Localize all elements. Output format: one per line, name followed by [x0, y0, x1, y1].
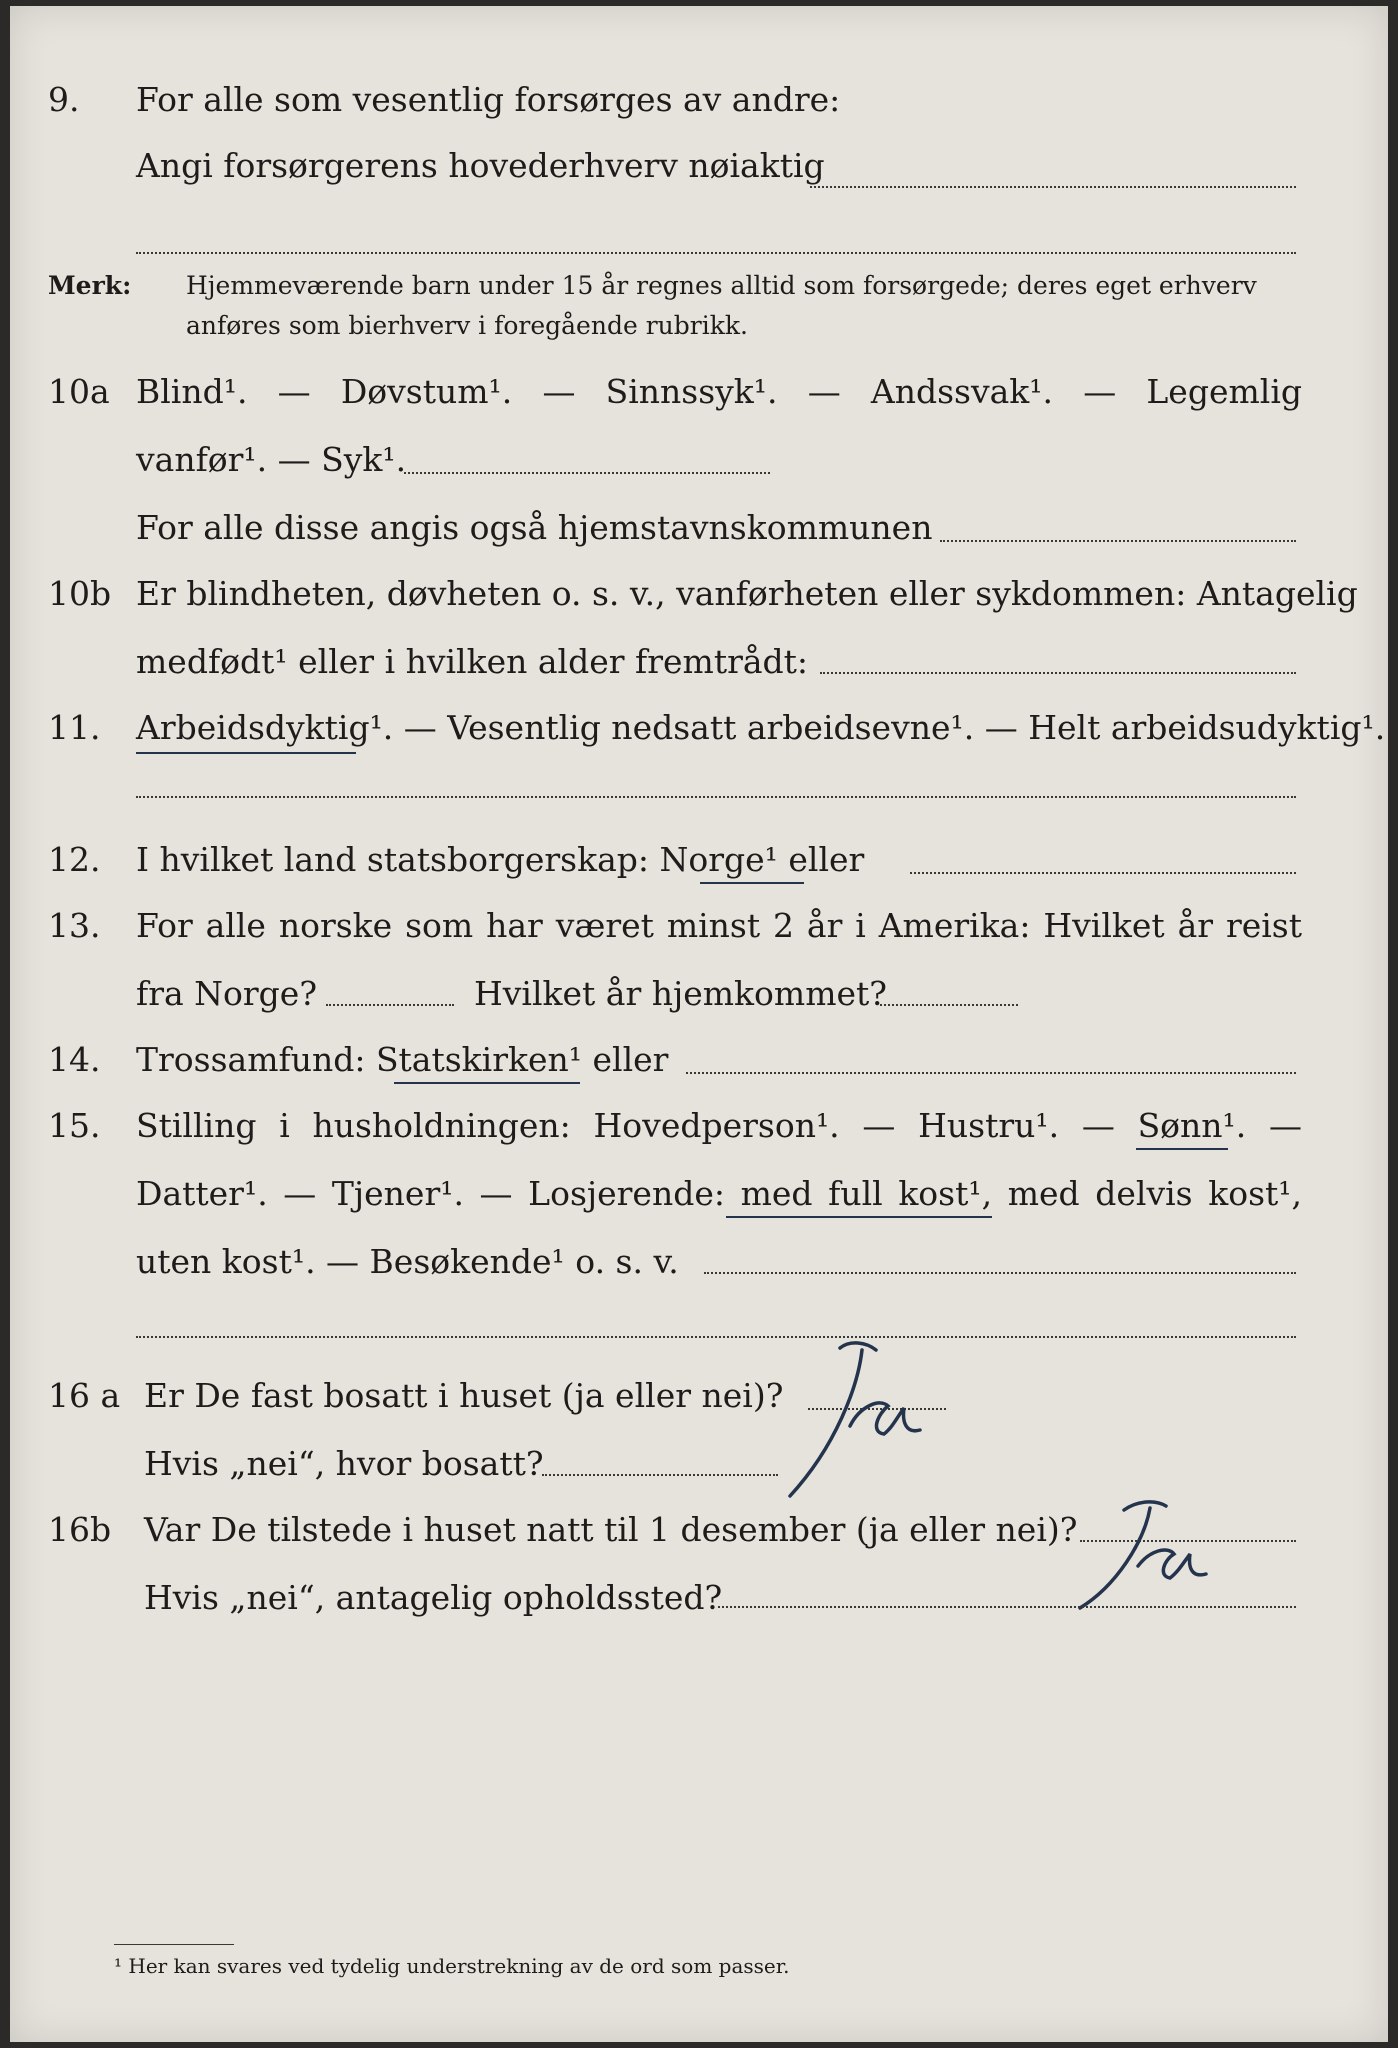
question-text: Trossamfund: Statskirken¹ eller	[136, 1040, 669, 1079]
note-text: Hjemmeværende barn under 15 år regnes alltid som forsørgede; deres eget erhverv	[186, 271, 1257, 300]
note-label: Merk:	[48, 271, 132, 300]
question-number: 10b	[48, 574, 112, 613]
question-text: vanfør¹. — Syk¹.	[136, 440, 407, 479]
question-number: 10a	[48, 372, 110, 411]
question-text: Hvis „nei“, antagelig opholdssted?	[144, 1578, 723, 1617]
handwritten-answer-ja-16a	[780, 1336, 940, 1506]
answer-line[interactable]	[404, 472, 770, 474]
pen-underline-full-kost	[726, 1216, 992, 1218]
footnote: ¹ Her kan svares ved tydelig understrekning av de ord som passer.	[114, 1954, 790, 1978]
question-number: 15.	[48, 1106, 101, 1145]
question-text: Er blindheten, døvheten o. s. v., vanførheten eller sykdommen: Antagelig	[136, 574, 1358, 613]
question-text: Hvis „nei“, hvor bosatt?	[144, 1444, 544, 1483]
question-number: 16b	[48, 1510, 112, 1549]
question-text: medfødt¹ eller i hvilken alder fremtrådt:	[136, 642, 809, 681]
answer-line-year-returned[interactable]	[880, 1004, 1018, 1006]
footnote-rule	[114, 1944, 234, 1945]
pen-underline-arbeidsdyktig	[136, 752, 356, 754]
answer-line-year-left[interactable]	[326, 1004, 454, 1006]
answer-line[interactable]	[542, 1474, 778, 1476]
question-text: Var De tilstede i huset natt til 1 desember (ja eller nei)?	[144, 1510, 1078, 1549]
answer-line[interactable]	[136, 252, 1296, 254]
answer-line[interactable]	[718, 1606, 1296, 1608]
question-text: For alle som vesentlig forsørges av andre:	[136, 80, 841, 119]
question-number: 11.	[48, 708, 101, 747]
answer-line[interactable]	[686, 1072, 1296, 1074]
question-number: 13.	[48, 906, 101, 945]
question-text: Blind¹. — Døvstum¹. — Sinnssyk¹. — Andssvak¹. — Legemlig	[136, 372, 1302, 411]
pen-underline-statskirken	[394, 1082, 580, 1084]
answer-line[interactable]	[136, 796, 1296, 798]
answer-line[interactable]	[704, 1272, 1296, 1274]
question-text: Datter¹. — Tjener¹. — Losjerende: med full kost¹, med delvis kost¹,	[136, 1174, 1302, 1213]
question-text: fra Norge?	[136, 974, 318, 1013]
question-number: 16 a	[48, 1376, 121, 1415]
census-form-page	[10, 6, 1388, 2042]
question-text: Arbeidsdyktig¹. — Vesentlig nedsatt arbeidsevne¹. — Helt arbeidsudyktig¹.	[136, 708, 1386, 747]
question-text: Stilling i husholdningen: Hovedperson¹. — Hustru¹. — Sønn¹. —	[136, 1106, 1302, 1145]
question-text: Angi forsørgerens hovederhverv nøiaktig	[136, 146, 825, 185]
handwritten-answer-ja-16b	[1070, 1490, 1220, 1620]
answer-line[interactable]	[136, 1336, 1296, 1338]
question-text: For alle disse angis også hjemstavnskommunen	[136, 508, 933, 547]
question-text: Er De fast bosatt i huset (ja eller nei)?	[144, 1376, 784, 1415]
question-text: For alle norske som har været minst 2 år i Amerika: Hvilket år reist	[136, 906, 1302, 945]
question-number: 14.	[48, 1040, 101, 1079]
question-number: 9.	[48, 80, 80, 119]
question-text: I hvilket land statsborgerskap: Norge¹ eller	[136, 840, 865, 879]
question-text: uten kost¹. — Besøkende¹ o. s. v.	[136, 1242, 679, 1281]
pen-underline-norge	[700, 882, 804, 884]
note-text: anføres som bierhverv i foregående rubrikk.	[186, 311, 748, 340]
question-number: 12.	[48, 840, 101, 879]
answer-line[interactable]	[820, 672, 1296, 674]
answer-line[interactable]	[810, 186, 1296, 188]
answer-line[interactable]	[910, 872, 1296, 874]
pen-underline-sonn	[1136, 1148, 1228, 1150]
answer-line[interactable]	[940, 540, 1296, 542]
question-text: Hvilket år hjemkommet?	[474, 974, 887, 1013]
